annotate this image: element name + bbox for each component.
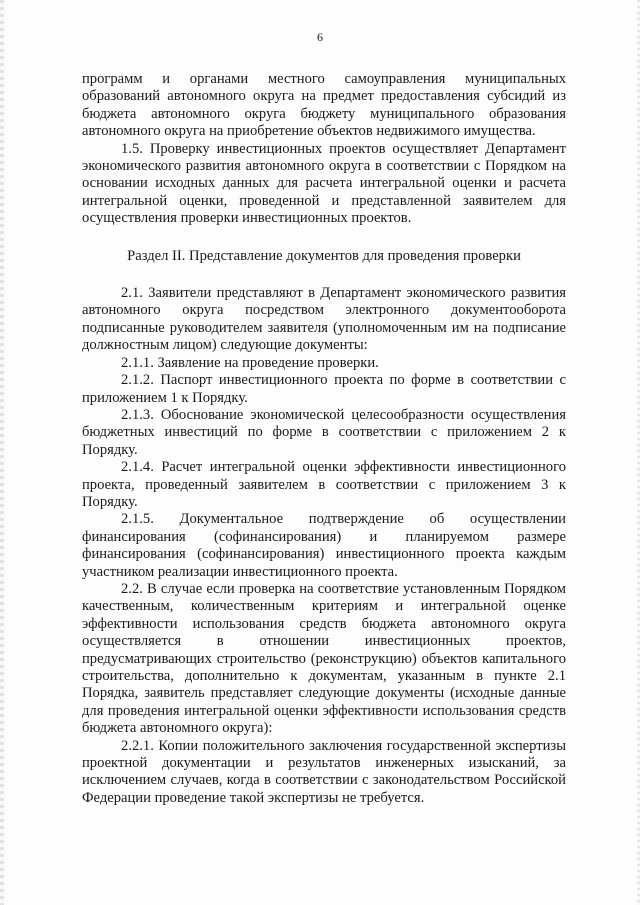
page-number: 6 (317, 30, 323, 44)
document-body (82, 71, 566, 807)
paragraph-2-1: 2.1. Заявители представляют в Департамент экономического развития автономного округа посредством электронного документооборота подписанные руководителем заявителя (уполномоченным им на подписание должностным лицом) следующие документы: (82, 285, 566, 354)
section-title: Раздел II. Представление документов для проведения проверки (127, 247, 521, 264)
paragraph-1-5: 1.5. Проверку инвестиционных проектов осуществляет Департамент экономического развития автономного округа в соответствии с Порядком на основании исходных данных для расчета интегральной оценки и расчета интегральной оценки, проведенной и представленной заявителем для осуществления проверки инвестиционных проектов. (82, 140, 566, 227)
paragraph-2-1-5: 2.1.5. Документальное подтверждение об осуществлении финансирования (софинансирования) и планируемом размере финансирования (софинансирования) инвестиционного проекта каждым участником реализации инвестиционного проекта. (82, 511, 566, 580)
paragraph-continuation: программ и органами местного самоуправления муниципальных образований автономного округа на предмет предоставления субсидий из бюджета автономного округа бюджету муниципального образования автономного округа на приобретение объектов недвижимого имущества. (82, 71, 566, 140)
scan-edge-left (0, 0, 4, 905)
paragraph-2-1-2: 2.1.2. Паспорт инвестиционного проекта по форме в соответствии с приложением 1 к Порядку. (82, 372, 566, 406)
paragraph-2-1-3: 2.1.3. Обоснование экономической целесообразности осуществления бюджетных инвестиций по форме в соответствии с приложением 2 к Порядку. (82, 406, 566, 458)
paragraph-2-1-4: 2.1.4. Расчет интегральной оценки эффективности инвестиционного проекта, проведенный заявителем в соответствии с приложением 3 к Порядку. (82, 459, 566, 510)
paragraph-2-2-1: 2.2.1. Копии положительного заключения государственной экспертизы проектной документации и результатов инженерных изысканий, за исключением случаев, когда в соответствии с законодательством Российской Федерации проведение такой экспертизы не требуется. (82, 737, 566, 806)
paragraph-2-1-1: 2.1.1. Заявление на проведение проверки. (121, 354, 379, 371)
paragraph-2-2: 2.2. В случае если проверка на соответствие установленным Порядком качественным, количественным критериям и интегральной оценке эффективности использования средств бюджета автономного округа осуществляется в отношении инвестиционных проектов, предусматривающих строительство (реконструкцию) объектов капитального строительства, дополнительно к документам, указанным в пункте 2.1 Порядка, заявитель представляет следующие документы (исходные данные для проведения интегральной оценки эффективности использования средств бюджета автономного округа): (82, 580, 566, 737)
